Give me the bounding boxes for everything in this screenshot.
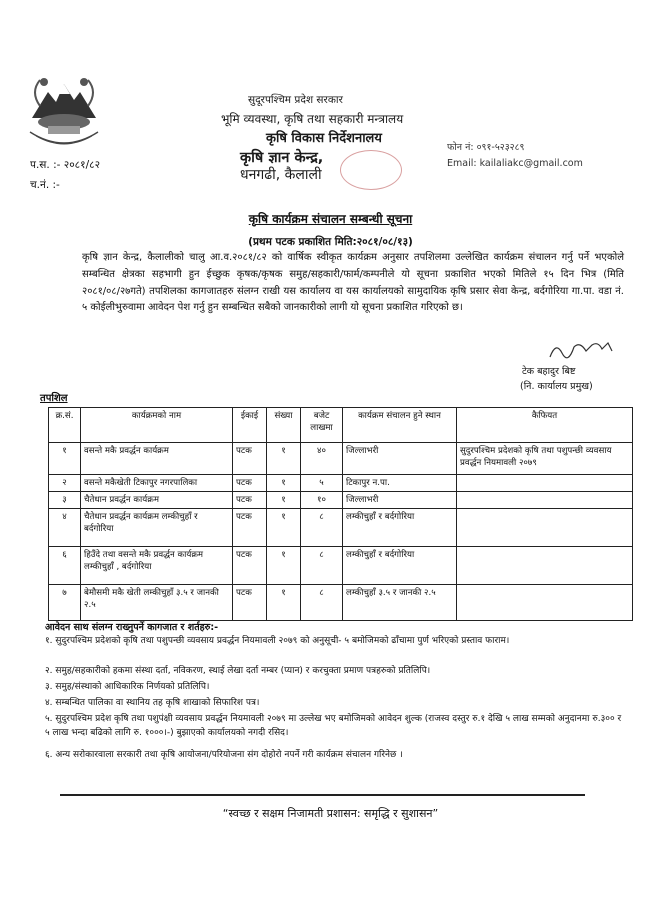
table-cell: पटक xyxy=(233,492,267,509)
table-cell: लम्कीचुहाँ र बर्दगोरिया xyxy=(343,509,457,547)
table-row xyxy=(49,547,633,585)
directorate-name: कृषि विकास निर्देशनालय xyxy=(266,131,382,146)
table-cell xyxy=(457,475,633,492)
table-row xyxy=(49,492,633,509)
table-header-row xyxy=(49,408,633,443)
table-cell: टिकापुर न.पा. xyxy=(343,475,457,492)
notice-body: कृषि ज्ञान केन्द्र, कैलालीको चालु आ.व.२०८१/८२ को वार्षिक स्वीकृत कार्यक्रम अनुसार तपशिलमा उल्लेखित कार्यक्रम संचालन गर्नु पर्ने भएकोले सम्बन्धित क्षेत्रका सहभागी हुन ईच्छुक कृषक/कृषक समुह/सहकारी/फार्म/कम्पनीले यो सूचना प्रकाशित भएको मितिले १५ दिन भित्र (मिति २०८१/०८/२७गते) तपशिलका कागजातहरु संलग्न राखी यस कार्यालय वा यस कार्यालयको सामुदायिक कृषि प्रसार सेवा केन्द्र, बर्दगोरिया गा.पा. वडा नं. ५ कोईलीभुरुवामा आवेदन पेश गर्नु हुन सम्बन्धित सबैको जानकारीको लागी यो सूचना प्रकाशित गरिएको छ। xyxy=(82,252,624,314)
signature-icon xyxy=(546,339,616,361)
email-address: Email: kailaliakc@gmail.com xyxy=(447,158,583,169)
table-cell: ३ xyxy=(49,492,81,509)
table-cell: पटक xyxy=(233,509,267,547)
table-cell: ८ xyxy=(301,585,343,621)
schedule-label: तपशिल xyxy=(40,393,68,404)
table-cell: जिल्लाभरी xyxy=(343,443,457,475)
col-program-name: कार्यक्रमको नाम xyxy=(81,408,233,443)
footer-divider xyxy=(60,794,585,796)
table-cell: पटक xyxy=(233,443,267,475)
nepal-emblem-icon xyxy=(18,62,110,154)
col-remarks: कैफियत xyxy=(457,408,633,443)
table-cell: बेमौसमी मकै खेती लम्कीचुहाँ ३.५ र जानकी २.५ xyxy=(81,585,233,621)
table-row xyxy=(49,475,633,492)
table-cell: १ xyxy=(267,492,301,509)
office-stamp xyxy=(340,150,402,190)
table-cell: वसन्ते मकैखेती टिकापुर नगरपालिका xyxy=(81,475,233,492)
table-row xyxy=(49,509,633,547)
table-cell: हिउँदे तथा वसन्ते मकै प्रवर्द्धन कार्यक्रम लम्कीचुहाँ , बर्दगोरिया xyxy=(81,547,233,585)
government-name: सुदूरपश्चिम प्रदेश सरकार xyxy=(248,94,343,106)
reference-number: प.स. :- २०८१/८२ xyxy=(30,159,101,171)
office-location: धनगढी, कैलाली xyxy=(240,167,322,183)
table-cell: चैतेधान प्रवर्द्धन कार्यक्रम लम्कीचुहाँ र बर्दगोरिया xyxy=(81,509,233,547)
table-cell xyxy=(457,547,633,585)
table-cell: सुदुरपश्चिम प्रदेशको कृषि तथा पशुपन्छी व्यवसाय प्रवर्द्धन नियमावली २०७९ xyxy=(457,443,633,475)
table-cell: लम्कीचुहाँ र बर्दगोरिया xyxy=(343,547,457,585)
dispatch-number: च.नं. :- xyxy=(30,179,60,191)
table-cell xyxy=(457,585,633,621)
table-cell: १ xyxy=(49,443,81,475)
requirement-item: ३. समुह/संस्थाको आधिकारिक निर्णयको प्रतिलिपि। xyxy=(45,682,210,692)
table-cell: १ xyxy=(267,443,301,475)
table-cell: ८ xyxy=(301,547,343,585)
program-table xyxy=(48,407,633,621)
table-cell: पटक xyxy=(233,547,267,585)
requirement-item: १. सुदुरपश्चिम प्रदेशको कृषि तथा पशुपन्छी व्यवसाय प्रवर्द्धन नियमावली २०७९ को अनुसूची- ५ बमोजिमको ढाँचामा पुर्ण भरिएको प्रस्ताव फाराम। xyxy=(45,636,510,646)
table-cell: ४ xyxy=(49,509,81,547)
ministry-name: भूमि व्यवस्था, कृषि तथा सहकारी मन्त्रालय xyxy=(221,112,404,126)
table-cell: ७ xyxy=(49,585,81,621)
footer-motto: “स्वच्छ र सक्षम निजामती प्रशासन: समृद्धि र सुशासन” xyxy=(222,807,439,820)
requirement-item: २. समुह/सहकारीको हकमा संस्था दर्ता, नविकरण, स्थाई लेखा दर्ता नम्बर (प्यान) र करचुक्ता प्रमाण पत्रहरुको प्रतिलिपि। xyxy=(45,666,431,676)
table-cell: ४० xyxy=(301,443,343,475)
requirement-item: ४. सम्बन्धित पालिका वा स्थानिय तह कृषि शाखाको सिफारिश पत्र। xyxy=(45,698,260,708)
table-cell: वसन्ते मकै प्रवर्द्धन कार्यक्रम xyxy=(81,443,233,475)
notice-title xyxy=(0,210,661,227)
table-cell: लम्कीचुहाँ ३.५ र जानकी २.५ xyxy=(343,585,457,621)
table-cell: १ xyxy=(267,585,301,621)
table-cell xyxy=(457,509,633,547)
table-cell: १ xyxy=(267,509,301,547)
notice-subtitle: (प्रथम पटक प्रकाशित मिति:२०८१/०८/१३) xyxy=(248,236,413,248)
table-cell: १० xyxy=(301,492,343,509)
col-quantity: संख्या xyxy=(267,408,301,443)
signatory-name: टेक बहादुर बिष्ट xyxy=(522,366,576,377)
table-cell: १ xyxy=(267,475,301,492)
table-cell: पटक xyxy=(233,585,267,621)
signatory-title: (नि. कार्यालय प्रमुख) xyxy=(520,381,593,392)
table-cell: जिल्लाभरी xyxy=(343,492,457,509)
table-row xyxy=(49,443,633,475)
table-cell: पटक xyxy=(233,475,267,492)
col-serial: क्र.सं. xyxy=(49,408,81,443)
table-cell: ८ xyxy=(301,509,343,547)
col-unit: ईकाई xyxy=(233,408,267,443)
notice-title-text: कृषि कार्यक्रम संचालन सम्बन्धी सूचना xyxy=(248,212,413,226)
table-cell: चैतेधान प्रवर्द्धन कार्यक्रम xyxy=(81,492,233,509)
table-cell: ६ xyxy=(49,547,81,585)
table-cell: १ xyxy=(267,547,301,585)
table-cell: २ xyxy=(49,475,81,492)
phone-number: फोन नं: ०९१-५२३२८९ xyxy=(447,142,525,153)
table-cell: ५ xyxy=(301,475,343,492)
col-budget: बजेट लाखमा xyxy=(301,408,343,443)
requirements-title: आवेदन साथ संलग्न राख्नुपर्ने कागजात र शर्तहरु:- xyxy=(45,622,219,633)
col-location: कार्यक्रम संचालन हुने स्थान xyxy=(343,408,457,443)
requirement-item: ६. अन्य सरोकारवाला सरकारी तथा कृषि आयोजना/परियोजना संग दोहोरो नपर्ने गरी कार्यक्रम संचालन गरिनेछ । xyxy=(45,750,403,760)
office-name: कृषि ज्ञान केन्द्र, xyxy=(240,150,324,166)
table-cell xyxy=(457,492,633,509)
requirement-item: ५. सुदुरपश्चिम प्रदेश कृषि तथा पशुपंक्षी व्यवसाय प्रवर्द्धन नियमावली २०७९ मा उल्लेख भए बमोजिमको आवेदन शुल्क (राजस्व दस्तुर रु.१ देखि ५ लाख सम्मको अनुदानमा रु.३०० र ५ लाख भन्दा बढिको लागि रु. १०००।-) बुझाएको कार्यालयको नगदी रसिद। xyxy=(45,714,622,738)
table-row xyxy=(49,585,633,621)
